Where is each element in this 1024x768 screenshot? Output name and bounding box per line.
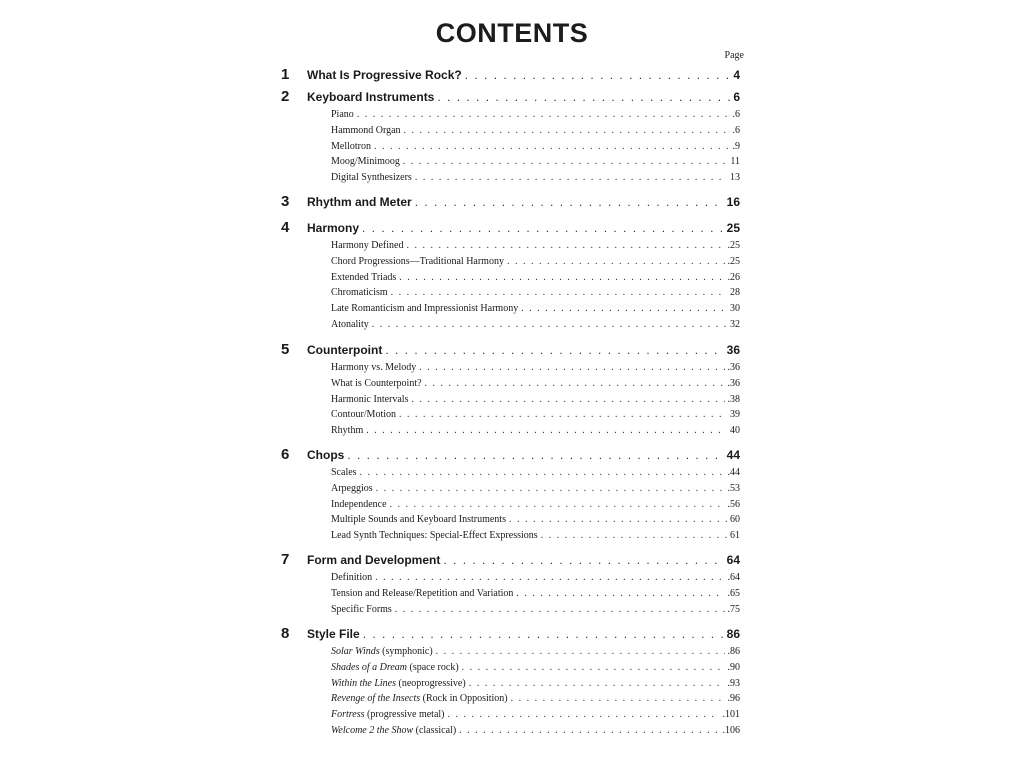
- section-title-text: Chromaticism: [331, 287, 388, 299]
- section-page-number: .86: [727, 646, 740, 657]
- section-entry[interactable]: [331, 646, 740, 657]
- section-title: [331, 646, 433, 657]
- section-page-number: .106: [722, 725, 740, 736]
- dot-leader: [511, 693, 725, 704]
- chapter-number: 8: [281, 625, 290, 642]
- section-title-text: Atonality: [331, 319, 369, 330]
- dot-leader: [372, 319, 727, 330]
- section-page-number: 40: [730, 425, 740, 437]
- section-page-number: 60: [730, 514, 740, 526]
- section-title-text: Multiple Sounds and Keyboard Instruments: [331, 514, 506, 526]
- dot-leader: [419, 362, 724, 373]
- section-title: [331, 572, 372, 583]
- section-title: [331, 378, 422, 389]
- section-entry[interactable]: [331, 378, 740, 389]
- dot-leader: [375, 572, 724, 583]
- section-page-number: .36: [727, 362, 740, 373]
- dot-leader: [541, 530, 727, 541]
- section-page-number: 32: [730, 319, 740, 330]
- chapter-entry-1[interactable]: [281, 66, 740, 83]
- section-title: [331, 662, 459, 673]
- section-title-text: Harmony vs. Melody: [331, 362, 417, 373]
- chapter-page-number: 25: [726, 221, 740, 235]
- section-entry[interactable]: [331, 240, 740, 251]
- dot-leader: [437, 90, 730, 104]
- section-title-text: (progressive metal): [364, 709, 445, 721]
- section-entry[interactable]: [331, 662, 740, 673]
- dot-leader: [385, 343, 723, 357]
- section-entry[interactable]: [331, 514, 740, 525]
- chapter-page-number: 64: [726, 553, 740, 567]
- dot-leader: [376, 483, 725, 494]
- chapter-page-number: 4: [733, 68, 740, 82]
- section-page-number: .26: [727, 271, 740, 283]
- section-entry[interactable]: [331, 725, 740, 736]
- section-page-number: .65: [727, 587, 740, 599]
- section-title: [331, 287, 388, 298]
- section-title: [331, 709, 445, 720]
- chapter-entry-4[interactable]: [281, 219, 740, 236]
- section-title-text: (neoprogressive): [396, 677, 466, 689]
- section-entry[interactable]: [331, 693, 740, 704]
- section-title-text: Specific Forms: [331, 603, 392, 615]
- section-title-text: Piano: [331, 109, 354, 120]
- dot-leader: [347, 448, 723, 462]
- dot-leader: [521, 303, 727, 314]
- section-page-number: .56: [727, 498, 740, 510]
- section-entry[interactable]: [331, 588, 740, 599]
- section-page-number: .53: [727, 482, 740, 494]
- dot-leader: [403, 156, 727, 167]
- section-page-number: .36: [727, 377, 740, 389]
- dot-leader: [436, 646, 725, 657]
- section-entry[interactable]: [331, 530, 740, 541]
- chapter-entry-2[interactable]: [281, 88, 740, 105]
- section-entry[interactable]: [331, 467, 740, 478]
- section-title: [331, 319, 369, 330]
- chapter-page-number: 16: [726, 195, 740, 209]
- section-title: [331, 409, 396, 420]
- section-page-number: .96: [727, 693, 740, 705]
- section-page-number: 28: [730, 287, 740, 299]
- section-title-text: Arpeggios: [331, 482, 373, 494]
- dot-leader: [415, 172, 727, 183]
- dot-leader: [391, 287, 727, 298]
- section-title: [331, 125, 401, 136]
- chapter-number: 6: [281, 446, 290, 463]
- section-page-number: .25: [727, 240, 740, 251]
- section-title: [331, 109, 354, 120]
- section-entry[interactable]: [331, 272, 740, 283]
- chapter-title: Rhythm and Meter: [307, 195, 412, 209]
- chapter-title: Counterpoint: [307, 343, 383, 357]
- section-title: [331, 483, 373, 494]
- dot-leader: [399, 272, 724, 283]
- section-page-number: .90: [727, 661, 740, 673]
- dot-leader: [404, 125, 730, 136]
- dot-leader: [374, 141, 730, 152]
- section-title-text: (space rock): [407, 661, 459, 673]
- section-title: [331, 678, 466, 689]
- dot-leader: [448, 709, 720, 720]
- section-entry[interactable]: [331, 141, 740, 152]
- chapter-title: Form and Development: [307, 553, 441, 567]
- section-title: [331, 172, 412, 183]
- section-entry[interactable]: [331, 678, 740, 689]
- chapter-number: 1: [281, 66, 290, 83]
- section-title: [331, 256, 504, 267]
- section-title: [331, 362, 416, 373]
- section-page-number: 39: [730, 409, 740, 421]
- section-title: [331, 588, 513, 599]
- section-title: [331, 514, 506, 525]
- dot-leader: [357, 109, 730, 120]
- chapter-title: Style File: [307, 627, 360, 641]
- chapter-entry-8[interactable]: [281, 625, 740, 642]
- section-page-number: 13: [730, 172, 740, 184]
- section-title: [331, 425, 363, 436]
- section-title-text: Hammond Organ: [331, 124, 401, 136]
- section-italic-title: Shades of a Dream: [331, 661, 408, 673]
- section-title-text: What is Counterpoint?: [331, 377, 422, 389]
- section-title-text: Definition: [331, 572, 373, 583]
- section-entry[interactable]: [331, 125, 740, 136]
- section-title: [331, 394, 408, 405]
- section-page-number: .38: [727, 393, 740, 405]
- section-entry[interactable]: [331, 172, 740, 183]
- section-title-text: Rhythm: [331, 425, 364, 437]
- section-title: [331, 141, 371, 152]
- section-title-text: Late Romanticism and Impressionist Harmony: [331, 303, 519, 315]
- section-italic-title: Welcome 2 the Show: [331, 725, 414, 736]
- section-page-number: 61: [730, 530, 740, 542]
- chapter-page-number: 36: [726, 343, 740, 357]
- section-title: [331, 499, 387, 510]
- section-page-number: .44: [727, 467, 740, 478]
- section-entry[interactable]: [331, 709, 740, 720]
- section-title: [331, 240, 403, 251]
- section-entry[interactable]: [331, 319, 740, 330]
- section-page-number: .75: [727, 603, 740, 615]
- dot-leader: [415, 195, 724, 209]
- section-entry[interactable]: [331, 572, 740, 583]
- chapter-title: Keyboard Instruments: [307, 90, 435, 104]
- section-page-number: .93: [727, 677, 740, 689]
- section-title-text: Extended Triads: [331, 271, 397, 283]
- chapter-page-number: 44: [726, 448, 740, 462]
- section-entry[interactable]: [331, 425, 740, 436]
- section-title-text: Contour/Motion: [331, 409, 397, 421]
- section-page-number: .25: [727, 255, 740, 267]
- section-title-text: Mellotron: [331, 140, 371, 152]
- chapter-title: Chops: [307, 448, 345, 462]
- section-title-text: Tension and Release/Repetition and Variation: [331, 587, 514, 599]
- section-page-number: .101: [722, 709, 740, 721]
- chapter-title: Harmony: [307, 221, 360, 235]
- chapter-number: 7: [281, 551, 290, 568]
- dot-leader: [390, 499, 725, 510]
- chapter-entry-6[interactable]: [281, 446, 740, 463]
- dot-leader: [443, 553, 723, 567]
- dot-leader: [411, 394, 724, 405]
- dot-leader: [509, 514, 727, 525]
- section-title-text: Lead Synth Techniques: Special-Effect Expressions: [331, 530, 538, 542]
- section-title: [331, 272, 396, 283]
- section-title: [331, 693, 508, 704]
- dot-leader: [363, 627, 724, 641]
- section-title-text: Chord Progressions—Traditional Harmony: [331, 255, 504, 267]
- section-page-number: .9: [732, 140, 740, 152]
- section-title-text: Moog/Minimoog: [331, 156, 400, 168]
- section-italic-title: Solar Winds: [331, 646, 380, 657]
- section-title-text: Scales: [331, 467, 357, 478]
- section-entry[interactable]: [331, 604, 740, 615]
- section-italic-title: Revenge of the Insects: [331, 693, 421, 705]
- dot-leader: [462, 662, 725, 673]
- dot-leader: [516, 588, 724, 599]
- dot-leader: [362, 221, 724, 235]
- dot-leader: [399, 409, 727, 420]
- dot-leader: [360, 467, 725, 478]
- page-column-label: Page: [724, 50, 744, 61]
- section-page-number: .6: [732, 109, 740, 120]
- section-title: [331, 467, 357, 478]
- section-title-text: (Rock in Opposition): [420, 693, 508, 705]
- section-entry[interactable]: [331, 156, 740, 167]
- chapter-number: 2: [281, 88, 290, 105]
- section-title-text: (classical): [413, 725, 457, 736]
- section-entry[interactable]: [331, 256, 740, 267]
- section-title-text: Harmony Defined: [331, 240, 404, 251]
- section-page-number: 11: [730, 156, 740, 168]
- section-italic-title: Fortress: [331, 709, 365, 721]
- section-title: [331, 530, 538, 541]
- dot-leader: [469, 678, 725, 689]
- section-title-text: Digital Synthesizers: [331, 172, 412, 184]
- section-page-number: 30: [730, 303, 740, 315]
- section-entry[interactable]: [331, 287, 740, 298]
- dot-leader: [395, 604, 725, 615]
- section-page-number: .6: [732, 124, 740, 136]
- section-page-number: .64: [727, 572, 740, 583]
- section-title: [331, 156, 400, 167]
- section-entry[interactable]: [331, 362, 740, 373]
- section-entry[interactable]: [331, 109, 740, 120]
- section-title: [331, 725, 456, 736]
- chapter-number: 4: [281, 219, 290, 236]
- dot-leader: [406, 240, 724, 251]
- section-title: [331, 604, 392, 615]
- dot-leader: [366, 425, 727, 436]
- section-title-text: Harmonic Intervals: [331, 393, 409, 405]
- section-entry[interactable]: [331, 303, 740, 314]
- section-title-text: Independence: [331, 498, 387, 510]
- section-entry[interactable]: [331, 394, 740, 405]
- section-entry[interactable]: [331, 499, 740, 510]
- section-entry[interactable]: [331, 483, 740, 494]
- dot-leader: [507, 256, 725, 267]
- section-title: [331, 303, 518, 314]
- page-title: CONTENTS: [435, 18, 589, 48]
- chapter-entry-3[interactable]: [281, 193, 740, 210]
- dot-leader: [425, 378, 725, 389]
- section-entry[interactable]: [331, 409, 740, 420]
- chapter-entry-5[interactable]: [281, 341, 740, 358]
- section-title-text: (symphonic): [379, 646, 433, 657]
- chapter-number: 3: [281, 193, 290, 210]
- chapter-page-number: 86: [726, 627, 740, 641]
- chapter-number: 5: [281, 341, 290, 358]
- chapter-page-number: 6: [733, 90, 740, 104]
- dot-leader: [459, 725, 719, 736]
- chapter-entry-7[interactable]: [281, 551, 740, 568]
- section-italic-title: Within the Lines: [331, 677, 396, 689]
- chapter-title: What Is Progressive Rock?: [307, 68, 462, 82]
- dot-leader: [465, 68, 731, 82]
